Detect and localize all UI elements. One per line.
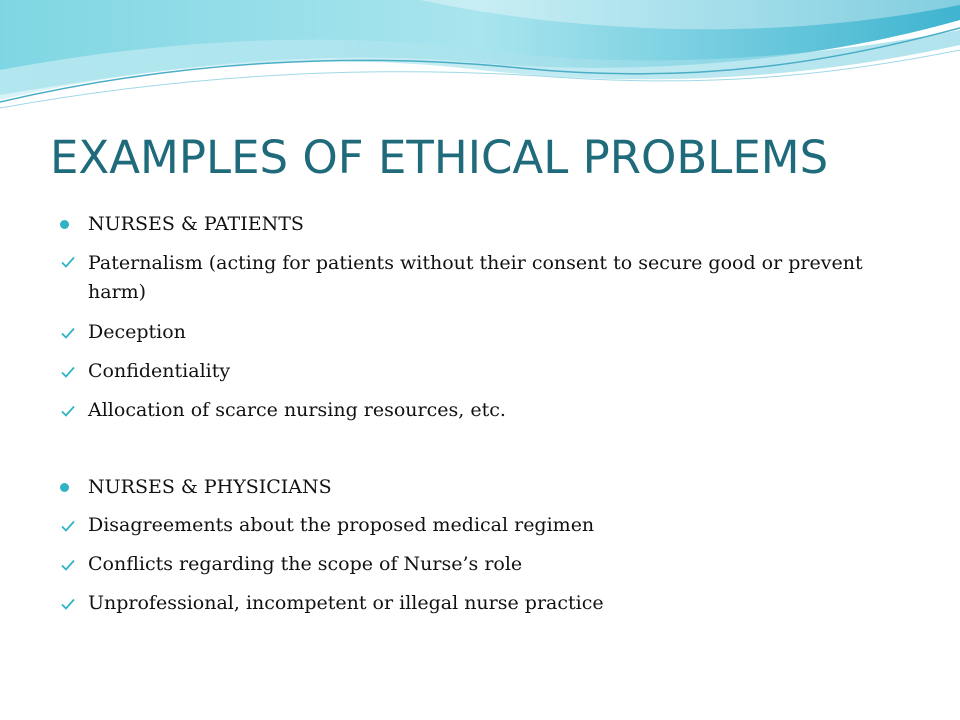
list-item: Confidentiality [88,360,231,382]
checkmark-icon [60,557,76,573]
list-item: Paternalism (acting for patients without their consent to secure good or prevent harm) [88,252,863,303]
list-item: Allocation of scarce nursing resources, etc. [88,399,506,421]
bullet-dot-icon [60,220,69,229]
checkmark-icon [60,518,76,534]
checkmark-icon [60,325,76,341]
list-item: Deception [88,321,186,343]
checkmark-icon [60,596,76,612]
header-wave-decoration [0,0,960,120]
checkmark-icon [60,254,76,270]
section-heading: NURSES & PHYSICIANS [88,476,332,498]
bullet-dot-icon [60,483,69,492]
section-heading: NURSES & PATIENTS [88,213,304,235]
list-item: Unprofessional, incompetent or illegal nurse practice [88,592,604,614]
list-item: Conflicts regarding the scope of Nurse’s role [88,553,523,575]
slide-title: EXAMPLES OF ETHICAL PROBLEMS [50,131,829,184]
checkmark-icon [60,364,76,380]
checkmark-icon [60,403,76,419]
list-item: Disagreements about the proposed medical regimen [88,514,595,536]
